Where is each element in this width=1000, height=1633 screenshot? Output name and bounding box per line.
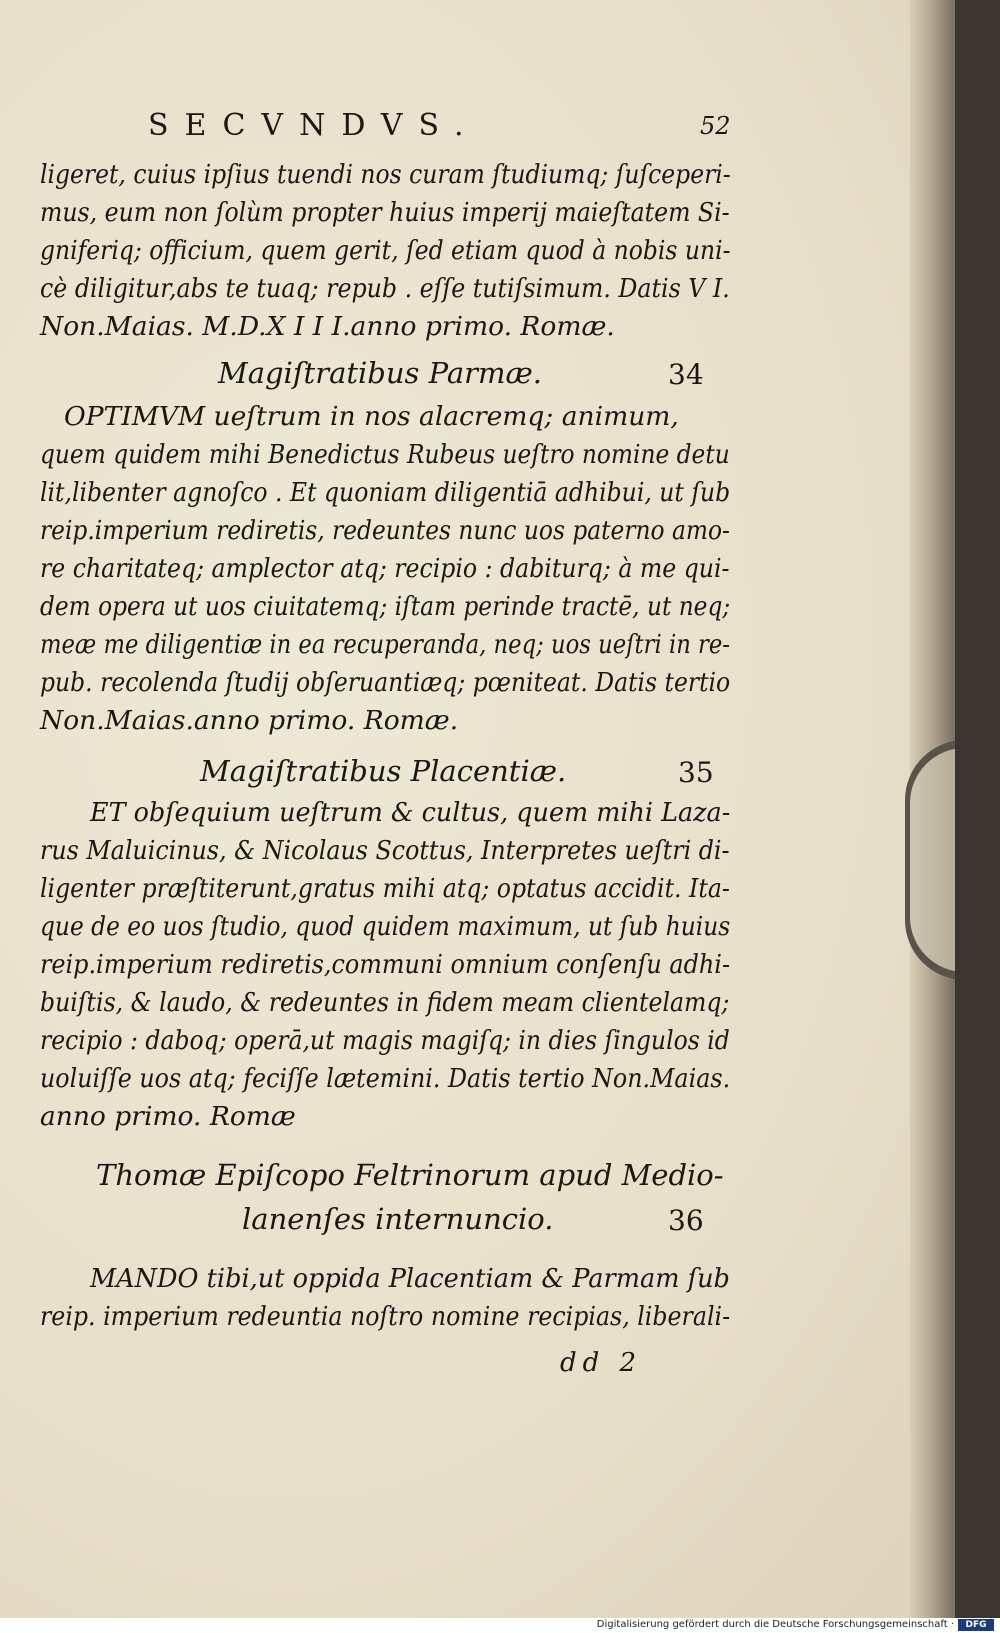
text-line: ET obſequium ueſtrum & cultus, quem mihi Laza- <box>90 797 731 828</box>
text-line: reip. imperium redeuntia noſtro nomine recipias, liberali- <box>40 1301 731 1332</box>
text-line: gniferiq; officium, quem gerit, ſed etiam quod à nobis uni- <box>40 235 731 266</box>
text-line: pub. recolenda ſtudij obſeruantiæq; pœniteat. Datis tertio <box>40 667 731 698</box>
text-line: dem opera ut uos ciuitatemq; iſtam perinde tractē, ut neq; <box>40 591 731 622</box>
letter-36-number: 36 <box>668 1204 704 1237</box>
text-line: anno primo. Romæ <box>40 1101 296 1132</box>
text-line: mus, eum non ſolùm propter huius imperij maieſtatem Si- <box>40 197 730 228</box>
text-line: meæ me diligentiæ in ea recuperanda, neq; uos ueſtri in re- <box>40 629 730 660</box>
text-line: rus Maluicinus, & Nicolaus Scottus, Interpretes ueſtri di- <box>40 835 730 866</box>
text-line: MANDO tibi,ut oppida Placentiam & Parmam ſub <box>90 1263 730 1294</box>
text-line: OPTIMVM ueſtrum in nos alacremq; animum, <box>64 401 679 432</box>
letter-34-number: 34 <box>668 358 704 391</box>
page-tab <box>910 748 955 972</box>
footer-credit: Digitalisierung gefördert durch die Deutsche Forschungsgemeinschaft · <box>596 1619 954 1630</box>
text-line: Non.Maias. M.D.X I I I.anno primo. Romæ. <box>40 311 615 342</box>
letter-35-number: 35 <box>678 756 714 789</box>
text-line: Non.Maias.anno primo. Romæ. <box>40 705 459 736</box>
text-line: re charitateq; amplector atq; recipio : dabiturq; à me qui- <box>40 553 730 584</box>
dfg-logo: DFG <box>958 1619 994 1631</box>
text-line: cè diligitur,abs te tuaq; repub . eſſe tutiſsimum. Datis V I. <box>40 273 730 304</box>
letter-36-heading-line1: Thomæ Epiſcopo Feltrinorum apud Medio- <box>96 1158 724 1192</box>
letter-36-heading-line2: lanenſes internuncio. <box>242 1202 554 1236</box>
text-line: quem quidem mihi Benedictus Rubeus ueſtro nomine detu <box>40 439 730 470</box>
text-line: ligenter præſtiterunt,gratus mihi atq; optatus accidit. Ita- <box>40 873 730 904</box>
letter-35-heading: Magiſtratibus Placentiæ. <box>200 754 567 788</box>
signature-mark: dd 2 <box>560 1348 643 1378</box>
text-line: que de eo uos ſtudio, quod quidem maximum, ut ſub huius <box>40 911 731 942</box>
folio-number: 52 <box>700 112 731 140</box>
text-line: buiſtis, & laudo, & redeuntes in fidem meam clientelamq; <box>40 987 730 1018</box>
text-line: recipio : daboq; operā,ut magis magiſq; in dies ſingulos id <box>40 1025 730 1056</box>
letter-34-heading: Magiſtratibus Parmæ. <box>218 356 542 390</box>
text-line: ligeret, cuius ipſius tuendi nos curam ſtudiumq; ſuſceperi- <box>40 159 731 190</box>
text-line: reip.imperium rediretis,communi omnium conſenſu adhi- <box>40 949 731 980</box>
text-line: reip.imperium rediretis, redeuntes nunc uos paterno amo- <box>40 515 730 546</box>
text-line: lit,libenter agnoſco . Et quoniam diligentiā adhibui, ut ſub <box>40 477 731 508</box>
text-line: uoluiſſe uos atq; feciſſe lætemini. Datis tertio Non.Maias. <box>40 1063 731 1094</box>
running-head: SECVNDVS. <box>148 108 480 143</box>
